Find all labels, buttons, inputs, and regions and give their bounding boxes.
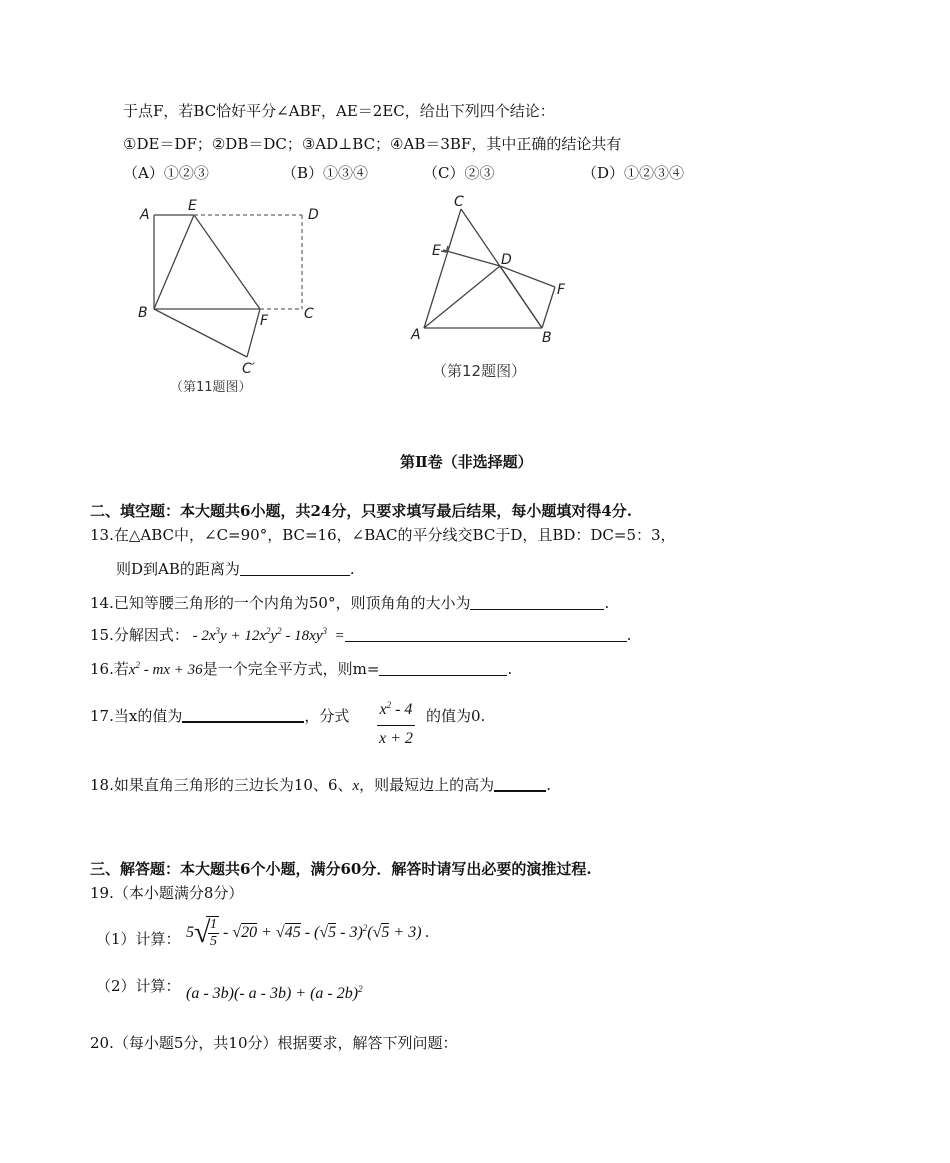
- q18-end: .: [546, 776, 551, 794]
- q14: [90, 592, 609, 613]
- q17: [90, 705, 349, 726]
- fig11-label-f: F: [260, 313, 269, 329]
- q13-line1: 13.在△ABC中，∠C=90°，BC=16，∠BAC的平分线交BC于D，且BD：DC=5：3，: [90, 526, 676, 544]
- q12-text-line1: 于点F，若BC恰好平分∠ABF，AE＝2EC，给出下列四个结论：: [123, 102, 555, 120]
- q16-prefix: 16.若: [90, 660, 129, 678]
- q19-part2-expression: (a - 3b)(- a - 3b) + (a - 2b)$^2$: [186, 984, 363, 1002]
- q16-end: .: [507, 660, 513, 678]
- q15-prefix: 15.分解因式：: [90, 626, 189, 644]
- q17-answer-blank[interactable]: [182, 707, 304, 723]
- fig12-label-f: F: [557, 282, 566, 298]
- q19-part1-label: （1）计算：: [96, 930, 181, 948]
- fig11-label-c-prime: C′: [242, 361, 255, 377]
- fig11-label-c: C: [304, 306, 314, 322]
- q12-option-b: （B）①③④: [282, 164, 369, 182]
- q18-var: x: [352, 778, 360, 794]
- fig11-label-b: B: [138, 305, 148, 321]
- q19-part1-expression: 5 √ $\frac{1}{5}$ - √20 + √45 - (√5 - 3)$^2$(√5 + 3) .: [186, 916, 430, 949]
- fig11-label-e: E: [188, 198, 197, 214]
- fig11-label-d: D: [308, 207, 319, 223]
- q12-text-line2: ①DE＝DF；②DB＝DC；③AD⊥BC；④AB＝3BF，其中正确的结论共有: [123, 135, 622, 153]
- q13-answer-blank[interactable]: [240, 561, 350, 576]
- section3-heading: 三、解答题：本大题共6个小题，满分60分．解答时请写出必要的演推过程.: [90, 860, 592, 878]
- fig12-label-a: A: [411, 327, 421, 343]
- q13-text: 则D到AB的距离为: [116, 560, 240, 578]
- q17-suffix: 的值为0.: [426, 707, 486, 725]
- figure-11: [130, 195, 340, 400]
- q14-text: 14.已知等腰三角形的一个内角为50°，则顶角角的大小为: [90, 594, 471, 612]
- q17-middle: ，分式: [304, 707, 350, 725]
- fig12-label-c: C: [454, 194, 464, 210]
- figure-12: [400, 188, 590, 388]
- q14-answer-blank[interactable]: [470, 595, 604, 610]
- q12-option-d: （D）①②③④: [582, 164, 685, 182]
- q19-part2-label: （2）计算：: [96, 977, 181, 995]
- q16-middle: 是一个完全平方式，则m=: [202, 660, 380, 678]
- q13-end: .: [349, 560, 355, 578]
- fig12-label-d: D: [501, 252, 512, 268]
- q12-option-a: （A）①②③: [123, 164, 209, 182]
- q15: [90, 624, 631, 645]
- q16: [90, 658, 512, 679]
- q20-title: 20.（每小题5分，共10分）根据要求，解答下列问题：: [90, 1034, 458, 1052]
- q12-option-c: （C）②③: [423, 164, 495, 182]
- q15-answer-blank[interactable]: [345, 627, 627, 642]
- q18-answer-blank[interactable]: [494, 776, 546, 792]
- section2-heading: 二、填空题：本大题共6小题，共24分，只要求填写最后结果，每小题填对得4分.: [90, 502, 632, 520]
- q14-end: .: [604, 594, 610, 612]
- q18: [90, 774, 551, 795]
- q13-line2: [116, 558, 355, 579]
- fig12-label-e: E: [432, 243, 441, 259]
- fig12-label-b: B: [542, 330, 552, 346]
- q15-end: .: [626, 626, 632, 644]
- q18-suffix: ，则最短边上的高为: [359, 776, 495, 794]
- fig11-label-a: A: [140, 207, 150, 223]
- q16-expression: $x^2$ - mx + 36: [128, 660, 203, 678]
- fig11-caption: （第11题图）: [170, 380, 252, 395]
- q15-expression: - $2x^3y + 12x^2y^2 - 18xy^3$ =: [188, 626, 345, 644]
- q18-prefix: 18.如果直角三角形的三边长为10、6、: [90, 776, 353, 794]
- q19-title: 19.（本小题满分8分）: [90, 884, 244, 902]
- q17-fraction: $\frac{x^2 - 4}{x + 2}$: [379, 700, 413, 747]
- part2-title: 第Ⅱ卷（非选择题）: [400, 453, 533, 471]
- fig12-caption: （第12题图）: [432, 362, 527, 380]
- q17-prefix: 17.当x的值为: [90, 707, 183, 725]
- q16-answer-blank[interactable]: [379, 661, 507, 676]
